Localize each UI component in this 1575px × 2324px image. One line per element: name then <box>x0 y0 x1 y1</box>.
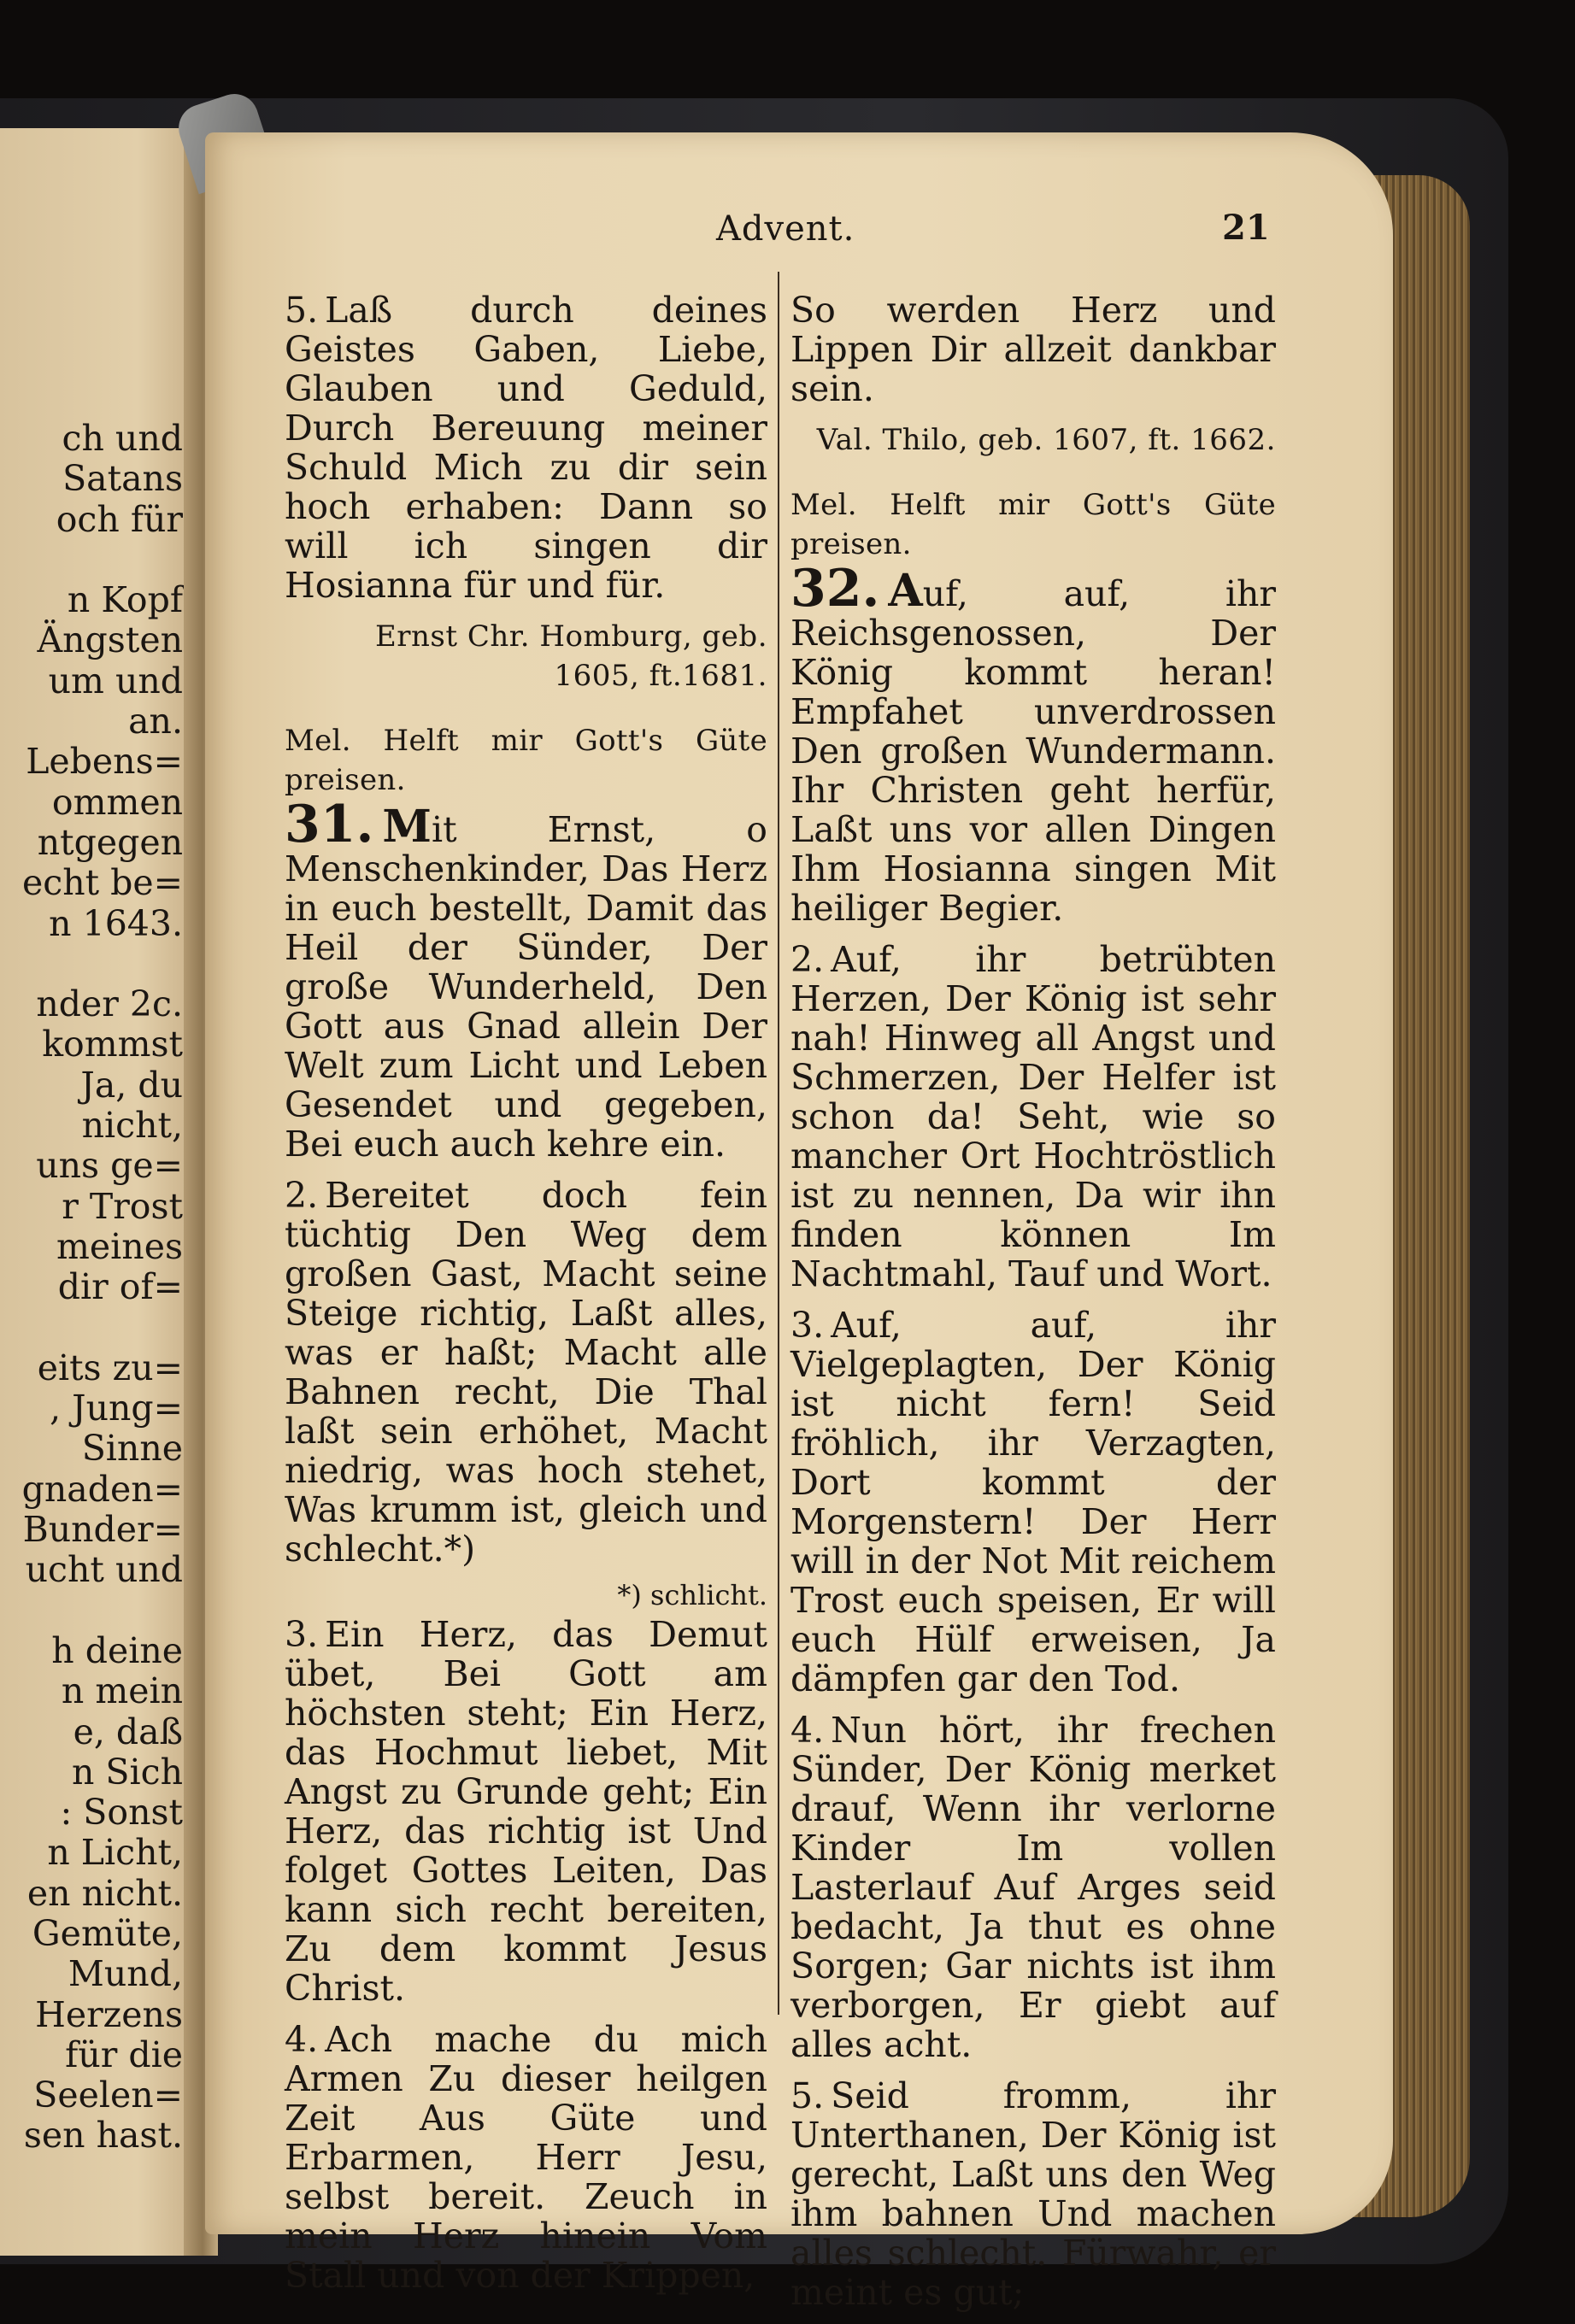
left-page-line: n Kopf <box>67 579 183 621</box>
verse-number: 2. <box>790 939 825 980</box>
verse-text: it Ernst, o Menschenkinder, Das Herz in euch bestellt, Damit das Heil der Sünder, Der große Wunderheld, Den Gott aus Gnad allein Der Welt zum Licht und Leben Gesendet und gegeben, Bei euch auch kehre ein. <box>285 809 767 1165</box>
hymn-number: 31. <box>285 795 374 854</box>
left-page-line: nder 2c. <box>36 983 183 1025</box>
left-page-line: Seelen= <box>33 2075 183 2116</box>
verse-number: 2. <box>285 1175 319 1216</box>
melody-line: Mel. Helft mir Gott's Güte preisen. <box>285 724 767 797</box>
left-page-line: ntgegen <box>37 821 183 863</box>
verse-number: 3. <box>285 1614 319 1655</box>
left-page-line: uns ge= <box>36 1145 183 1187</box>
hymn-32-verse-2 <box>790 940 1276 1294</box>
left-page-line: Ja, du <box>80 1064 183 1106</box>
running-head: Advent. <box>716 209 855 249</box>
left-page-line: h deine <box>51 1629 183 1671</box>
left-page-line: an. <box>128 701 183 742</box>
left-page-line: ch und <box>62 418 183 459</box>
page-number: 21 <box>1222 208 1270 248</box>
left-page-line: eits zu= <box>37 1347 183 1388</box>
left-page-line: nicht, <box>81 1105 183 1147</box>
hymn-31-verse-3 <box>285 1615 767 2008</box>
verse-text: Auf, ihr betrübten Herzen, Der König ist sehr nah! Hinweg all Angst und Schmerzen, Der Helfer ist schon da! Seht, wie so mancher Ort Hochtröstlich ist zu nennen, Da wir ihn finden können Im Nachtmahl, Tauf und Wort. <box>790 939 1276 1294</box>
hymn-31-verse-4 <box>285 2020 767 2295</box>
drop-cap: A <box>888 565 923 617</box>
hymn-31-verse-1 <box>285 795 767 1165</box>
verse-number: 4. <box>790 1710 825 1751</box>
left-page-line: Sinne <box>81 1428 183 1470</box>
left-page-line: Bunder= <box>22 1509 183 1551</box>
column-left <box>285 290 767 2307</box>
left-page-line: Mund, <box>68 1953 183 1995</box>
left-page-line: n mein <box>61 1670 183 1712</box>
verse-5 <box>285 290 767 605</box>
left-page-line: gnaden= <box>21 1468 183 1510</box>
left-page-line: um und <box>48 660 183 701</box>
left-page-line <box>0 540 183 580</box>
left-page-line: Satans <box>62 458 183 500</box>
hymn-31-verse-2 <box>285 1176 767 1569</box>
hymn-number: 32. <box>790 559 880 619</box>
left-page-line: ucht und <box>25 1549 183 1591</box>
left-page-line: meines <box>56 1225 183 1267</box>
left-page-line: sen hast. <box>23 2115 183 2157</box>
left-page-line: Ängsten <box>37 619 183 661</box>
left-page-line: , Jung= <box>50 1388 183 1429</box>
author-line: Val. Thilo, geb. 1607, ft. 1662. <box>816 423 1276 457</box>
hymn-32-verse-4 <box>790 1711 1276 2064</box>
left-page-line: für die <box>65 2034 183 2075</box>
left-page-line: Gemüte, <box>32 1912 183 1954</box>
left-page-line: : Sonst <box>60 1792 183 1834</box>
verse-text: uf, auf, ihr Reichsgenossen, Der König kommt heran! Empfahet unverdrossen Den großen Wundermann. Ihr Christen geht herfür, Laßt uns vor allen Dingen Ihm Hosianna singen Mit heiliger Begier. <box>790 573 1276 929</box>
left-page <box>0 128 197 2256</box>
left-page-line: kommst <box>42 1024 183 1065</box>
verse-number: 5. <box>790 2075 825 2116</box>
column-right <box>790 290 1276 2324</box>
verse-number: 4. <box>285 2019 319 2060</box>
melody-line: Mel. Helft mir Gott's Güte preisen. <box>790 488 1276 561</box>
left-page-line: n 1643. <box>49 902 183 944</box>
verse-text: Ein Herz, das Demut übet, Bei Gott am höchsten steht; Ein Herz, das Hochmut liebet, Mit Angst zu Grunde geht; Ein Herz, das richtig ist Und folget Gottes Leiten, Das kann sich recht bereiten, Zu dem kommt Jesus Christ. <box>285 1614 767 2009</box>
verse-text: Seid fromm, ihr Unterthanen, Der König ist gerecht, Laßt uns den Weg ihm bahnen Und machen alles schlecht. Fürwahr, er meint es gut; <box>790 2075 1276 2313</box>
left-page-line: echt be= <box>21 862 183 904</box>
verse-text: Ach mache du mich Armen Zu dieser heilgen Zeit Aus Güte und Erbarmen, Herr Jesu, selbst bereit. Zeuch in mein Herz hinein Vom Stall und von der Krippen, <box>285 2019 767 2296</box>
left-page-line: Herzens <box>35 1993 183 2035</box>
verse-number: 5. <box>285 290 319 331</box>
hymn-31-verse-4-cont <box>790 290 1276 408</box>
verse-text: Laß durch deines Geistes Gaben, Liebe, Glauben und Geduld, Durch Bereuung meiner Schuld Mich zu dir sein hoch erhaben: Dann so will ich singen dir Hosianna für und für. <box>285 290 767 606</box>
left-page-line: ommen <box>51 781 183 823</box>
left-page-line: n Sich <box>71 1751 183 1793</box>
left-page-line <box>0 1591 183 1631</box>
column-divider <box>778 272 779 2015</box>
hymn-32-verse-1 <box>790 559 1276 929</box>
left-page-text <box>0 419 197 2157</box>
left-page-line: n Licht, <box>47 1832 183 1874</box>
left-page-line: en nicht. <box>26 1872 183 1914</box>
verse-number: 3. <box>790 1305 825 1346</box>
left-page-line: och für <box>56 498 183 540</box>
verse-text: Nun hört, ihr frechen Sünder, Der König merket drauf, Wenn ihr verlorne Kinder Im vollen Lasterlauf Auf Arges seid bedacht, Ja thut es ohne Sorgen; Gar nichts ist ihm verborgen, Er giebt auf alles acht. <box>790 1710 1276 2065</box>
author-line: Ernst Chr. Homburg, geb. 1605, ft.1681. <box>374 619 767 693</box>
drop-cap: M <box>382 801 432 853</box>
left-page-line: dir of= <box>57 1266 183 1308</box>
hymn-32-verse-5 <box>790 2076 1276 2312</box>
hymn-32-verse-3 <box>790 1306 1276 1699</box>
verse-text: Bereitet doch fein tüchtig Den Weg dem großen Gast, Macht seine Steige richtig, Laßt alles, was er haßt; Macht alle Bahnen recht, Die Thal laßt sein erhöhet, Macht niedrig, was hoch stehet, Was krumm ist, gleich und schlecht.*) <box>285 1175 767 1570</box>
verse-text: Auf, auf, ihr Vielgeplagten, Der König ist nicht fern! Seid fröhlich, ihr Verzagten, Dort kommt der Morgenstern! Der Herr will in der Not Mit reichem Trost euch speisen, Er will euch Hülf erweisen, Ja dämpfen gar den Tod. <box>790 1305 1276 1699</box>
left-page-line <box>0 1308 183 1348</box>
verse-text: So werden Herz und Lippen Dir allzeit dankbar sein. <box>790 290 1276 409</box>
left-page-line: r Trost <box>62 1185 183 1227</box>
footnote: *) schlicht. <box>617 1579 767 1611</box>
left-page-line: Lebens= <box>26 741 183 783</box>
left-page-line: e, daß <box>73 1711 183 1752</box>
left-page-line <box>0 944 183 984</box>
